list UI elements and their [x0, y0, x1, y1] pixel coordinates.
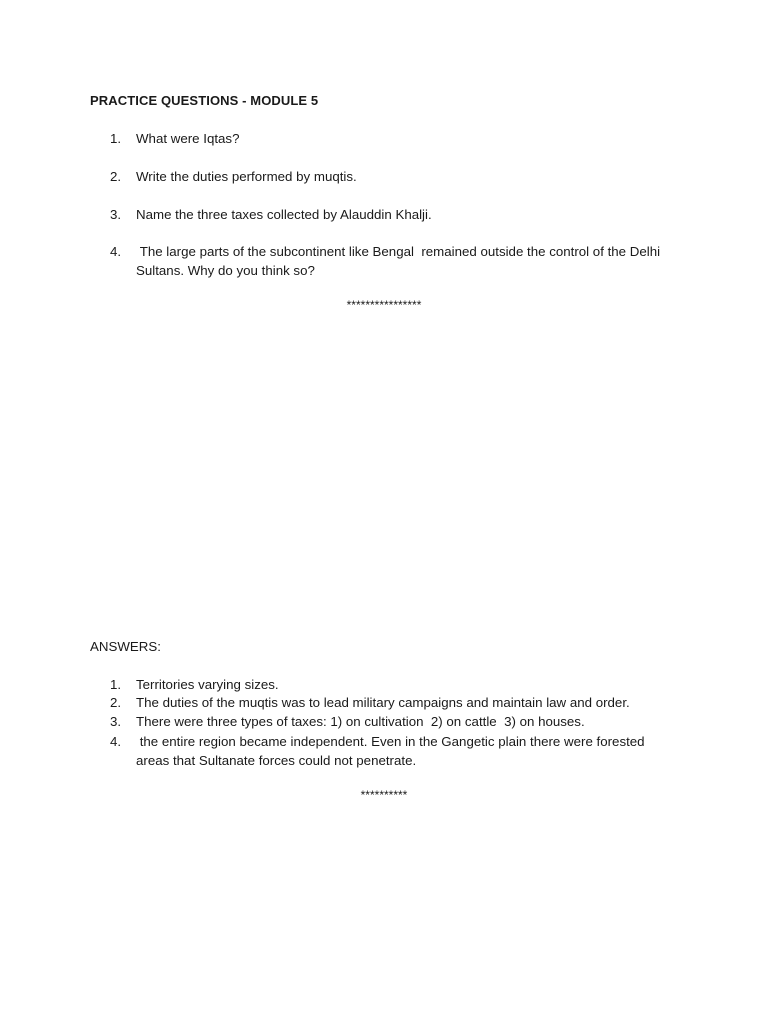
question-text: Write the duties performed by muqtis.: [136, 169, 357, 184]
question-text: The large parts of the subcontinent like Bengal remained outside the control of the Delhi Sultans. Why do you think so?: [136, 244, 664, 278]
section-divider: ****************: [346, 298, 422, 312]
answer-text: There were three types of taxes: 1) on cultivation 2) on cattle 3) on houses.: [136, 714, 585, 729]
page-title: PRACTICE QUESTIONS - MODULE 5: [90, 93, 319, 108]
answer-number: 1.: [110, 677, 122, 692]
question-number: 2.: [110, 169, 122, 184]
question-number: 3.: [110, 207, 122, 222]
answer-number: 3.: [110, 714, 122, 729]
question-number: 1.: [110, 131, 122, 146]
answer-number: 4.: [110, 734, 122, 749]
answer-text: The duties of the muqtis was to lead military campaigns and maintain law and order.: [136, 695, 630, 710]
answer-text: Territories varying sizes.: [136, 677, 279, 692]
answer-text: the entire region became independent. Even in the Gangetic plain there were forested areas that Sultanate forces could not penetrate.: [136, 734, 649, 768]
question-text: Name the three taxes collected by Alauddin Khalji.: [136, 207, 432, 222]
answers-heading: ANSWERS:: [90, 639, 161, 654]
answer-number: 2.: [110, 695, 122, 710]
question-text: What were Iqtas?: [136, 131, 240, 146]
question-number: 4.: [110, 244, 122, 259]
end-divider: **********: [360, 788, 408, 802]
